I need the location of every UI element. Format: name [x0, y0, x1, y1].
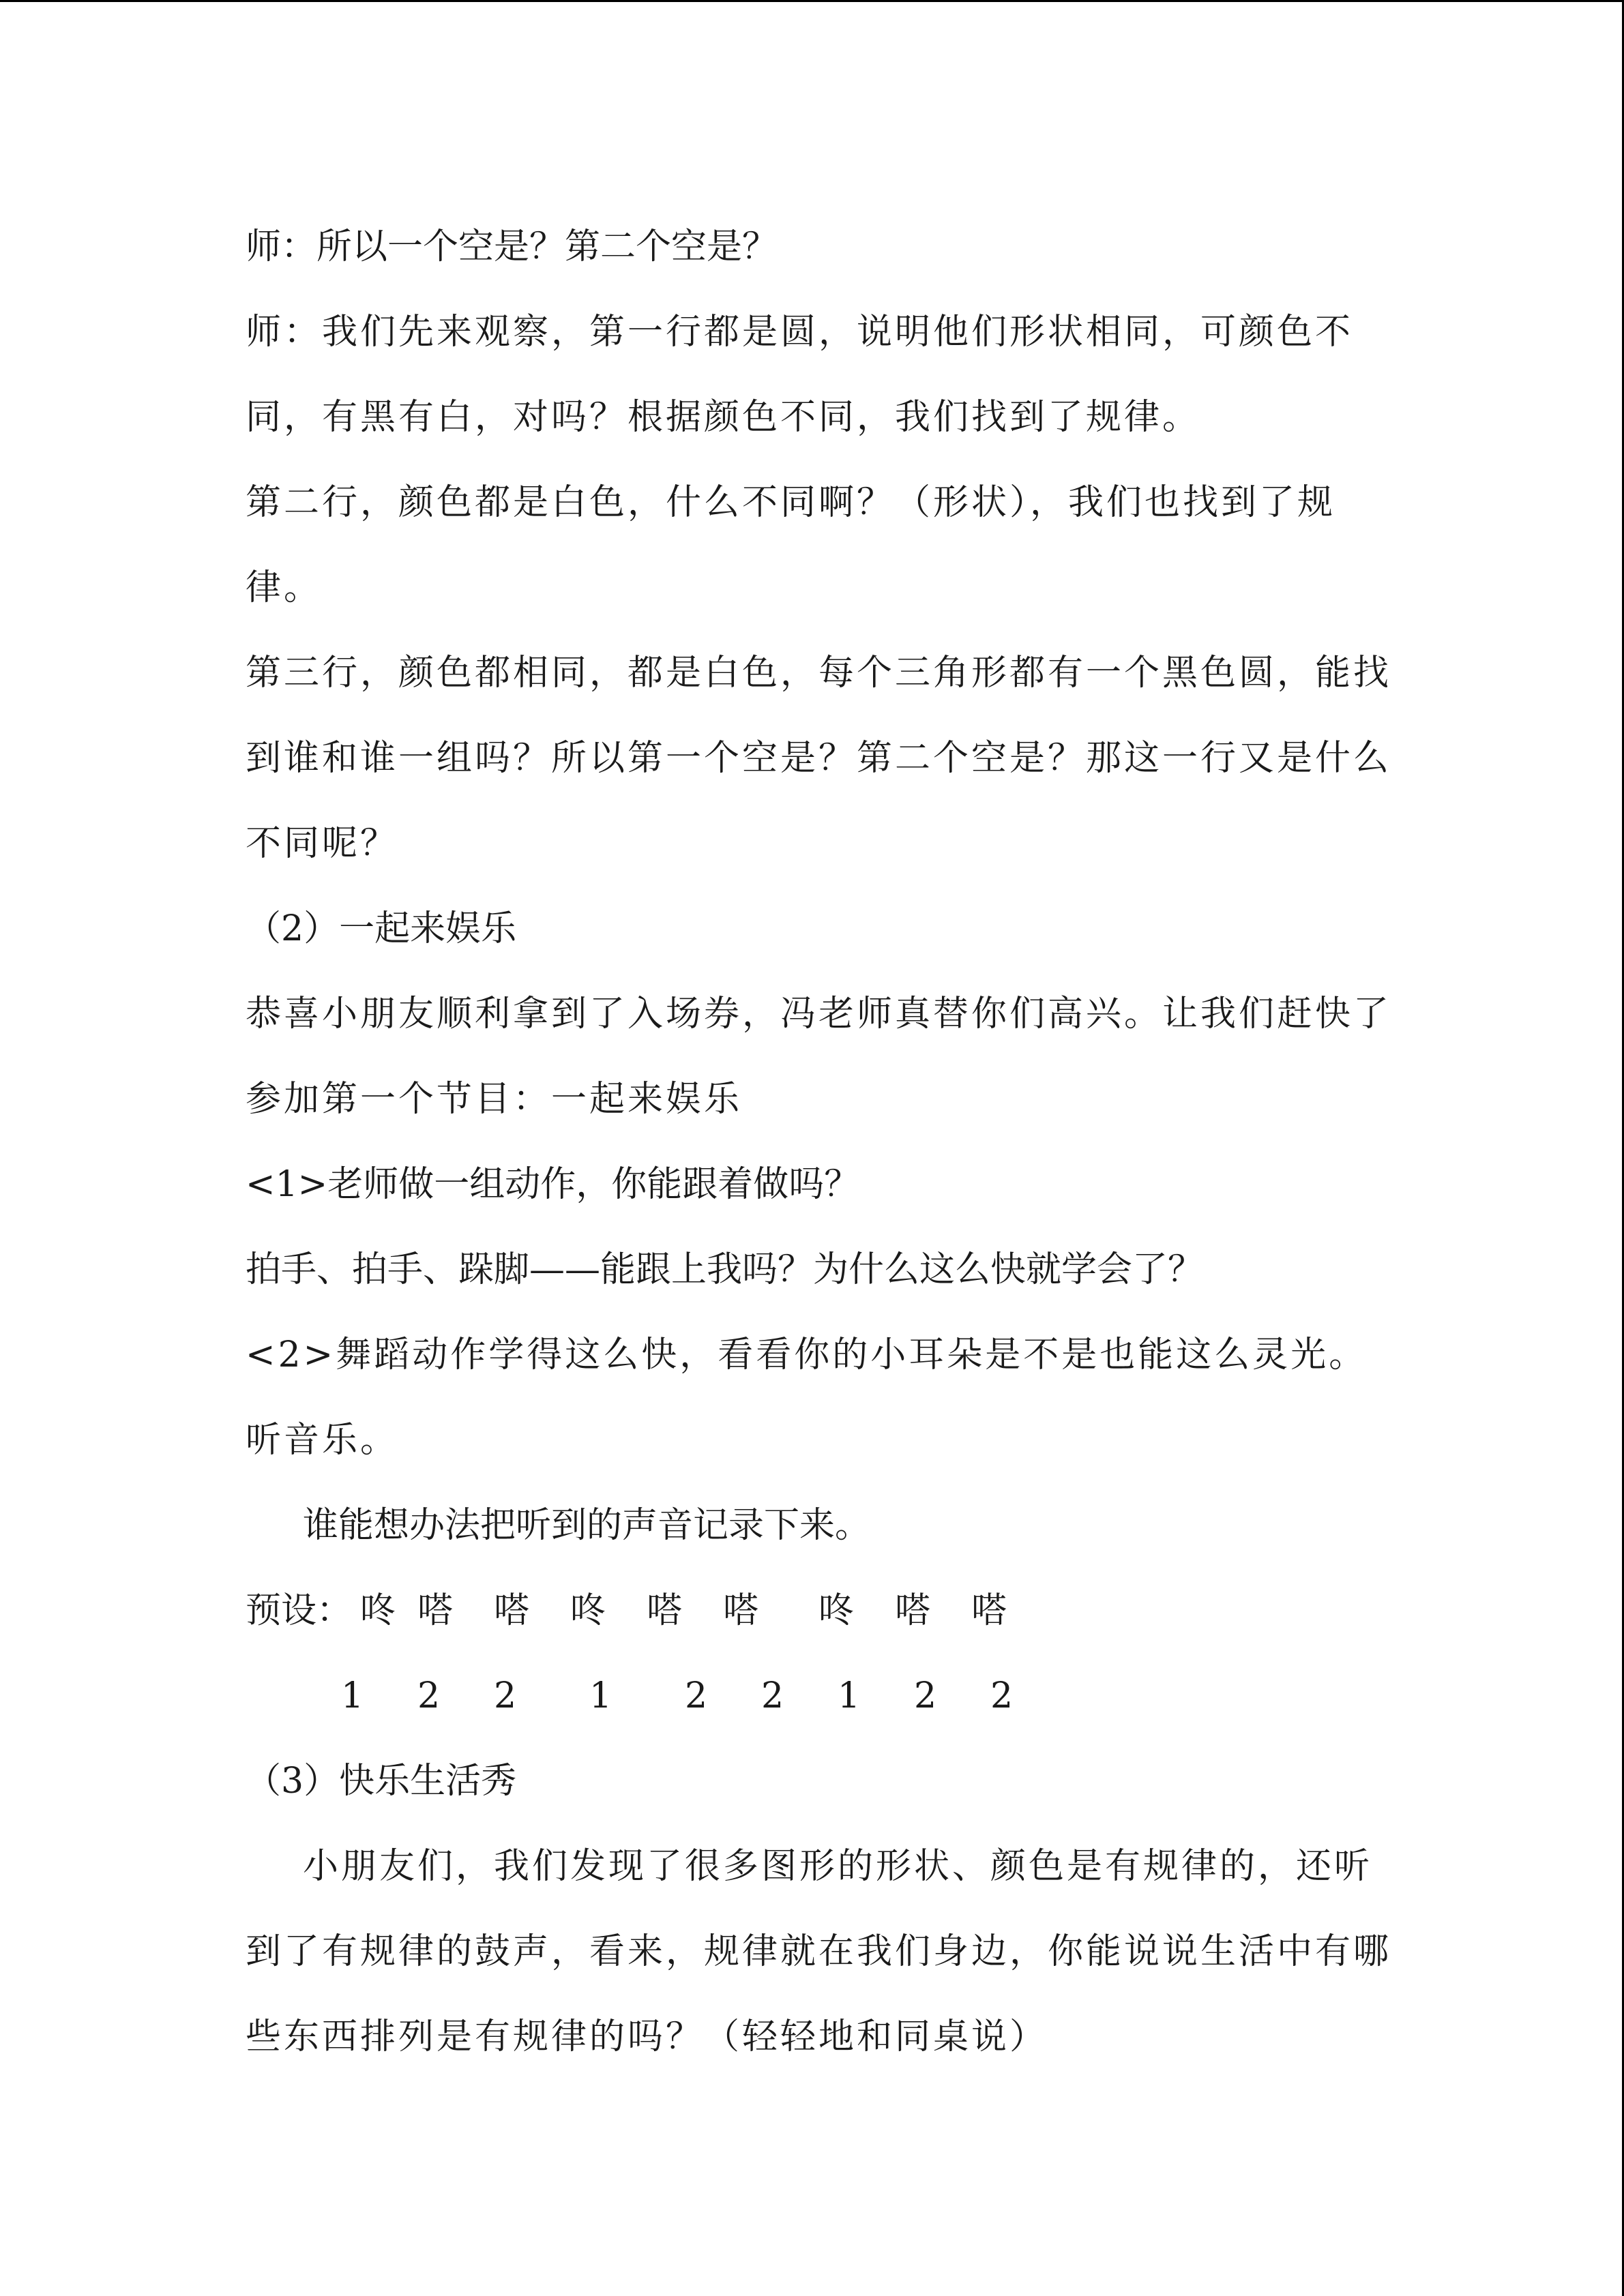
number-5: 2 — [685, 1675, 708, 1716]
sound-4: 咚 — [570, 1590, 606, 1631]
preset-sound-row — [246, 1568, 1391, 1654]
number-1: 1 — [341, 1675, 364, 1716]
paragraph-1: 师：所以一个空是？第二个空是？ — [246, 226, 778, 267]
number-2: 2 — [417, 1675, 441, 1716]
number-7: 1 — [838, 1675, 861, 1716]
paragraph-9: 谁能想办法把听到的声音记录下来。 — [303, 1505, 871, 1546]
page-border-top — [0, 0, 1624, 2]
paragraph-8: <2>舞蹈动作学得这么快，看看你的小耳朵是不是也能这么灵光。听音乐。 — [246, 1335, 1368, 1461]
number-4: 1 — [589, 1675, 612, 1716]
sound-5: 嗒 — [647, 1590, 683, 1631]
paragraph-7: 拍手、拍手、跺脚——能跟上我吗？为什么这么快就学会了？ — [246, 1249, 1204, 1290]
paragraph-3: 第二行，颜色都是白色，什么不同啊？（形状），我们也找到了规律。 — [246, 482, 1336, 608]
number-8: 2 — [914, 1675, 937, 1716]
paragraph-10: 小朋友们，我们发现了很多图形的形状、颜色是有规律的，还听到了有规律的鼓声，看来，规律就在我们身边，你能说说生活中有哪些东西排列是有规律的吗？（轻轻地和同桌说） — [246, 1846, 1392, 2057]
paragraph-5: 恭喜小朋友顺利拿到了入场券，冯老师真替你们高兴。让我们赶快了参加第一个节目：一起来娱乐 — [246, 994, 1392, 1120]
paragraph-4: 第三行，颜色都相同，都是白色，每个三角形都有一个黑色圆，能找到谁和谁一组吗？所以第一个空是？第二个空是？那这一行又是什么不同呢？ — [246, 653, 1392, 864]
number-9: 2 — [990, 1675, 1014, 1716]
sound-9: 嗒 — [971, 1590, 1007, 1631]
sound-8: 嗒 — [895, 1590, 931, 1631]
sound-2: 嗒 — [417, 1590, 454, 1631]
preset-number-row — [246, 1654, 1391, 1739]
number-3: 2 — [494, 1675, 517, 1716]
sound-3: 嗒 — [494, 1590, 530, 1631]
section-heading-3: （3）快乐生活秀 — [246, 1761, 517, 1802]
preset-label: 预设： — [246, 1590, 353, 1631]
sound-6: 嗒 — [723, 1590, 759, 1631]
sound-7: 咚 — [818, 1590, 855, 1631]
sound-1: 咚 — [360, 1590, 396, 1631]
paragraph-2: 师：我们先来观察，第一行都是圆，说明他们形状相同，可颜色不同，有黑有白，对吗？根据颜色不同，我们找到了规律。 — [246, 312, 1354, 438]
document-body — [246, 205, 1391, 2080]
paragraph-6: <1>老师做一组动作，你能跟着做吗？ — [246, 1164, 860, 1205]
number-6: 2 — [761, 1675, 784, 1716]
section-heading-2: （2）一起来娱乐 — [246, 908, 517, 949]
